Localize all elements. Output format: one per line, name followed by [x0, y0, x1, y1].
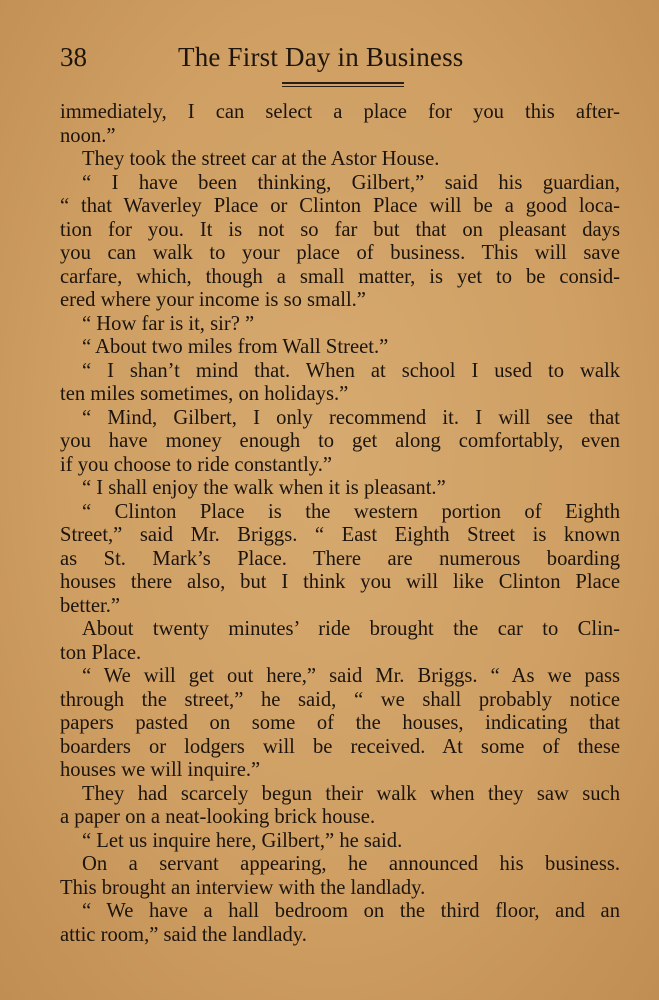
text-line: houses we will inquire.” [60, 759, 261, 781]
text-line: tion for you. It is not so far but that on pleasant days [60, 218, 620, 241]
page-number: 38 [60, 42, 87, 72]
text-line: “ Let us inquire here, Gilbert,” he said. [82, 829, 403, 852]
header-rule-thin [282, 86, 404, 87]
text-line: papers pasted on some of the houses, indicating that [60, 712, 620, 734]
text-line: “ How far is it, sir? ” [82, 312, 255, 335]
text-line: immediately, I can select a place for you this after- [60, 101, 620, 123]
text-line: Street,” said Mr. Briggs. “ East Eighth Street is known [60, 524, 620, 546]
text-line: “ Clinton Place is the western portion of Eighth [82, 500, 620, 523]
text-line: you can walk to your place of business. This will save [60, 242, 620, 264]
text-line: They took the street car at the Astor House. [82, 148, 440, 170]
text-line: “ I have been thinking, Gilbert,” said his guardian, [82, 171, 620, 194]
page-header [60, 40, 620, 80]
header-rule [282, 82, 404, 84]
text-line: “ About two miles from Wall Street.” [82, 336, 389, 358]
text-line: About twenty minutes’ ride brought the car to Clin- [82, 618, 620, 640]
text-line: a paper on a neat-looking brick house. [60, 806, 376, 828]
text-line: attic room,” said the landlady. [60, 923, 307, 946]
text-line: ten miles sometimes, on holidays.” [60, 383, 349, 405]
text-line: ton Place. [60, 641, 142, 664]
running-title: The First Day in Business [178, 42, 464, 72]
text-line: “ I shan’t mind that. When at school I used to walk [82, 359, 620, 382]
text-line: “ We have a hall bedroom on the third floor, and an [82, 900, 620, 922]
text-line: better.” [60, 594, 121, 617]
text-line: “ that Waverley Place or Clinton Place will be a good loca- [60, 195, 620, 217]
text-line: This brought an interview with the landlady. [60, 876, 426, 899]
body-text [60, 101, 620, 947]
text-line: “ Mind, Gilbert, I only recommend it. I will see that [82, 406, 620, 429]
text-line: noon.” [60, 124, 116, 147]
text-line: you have money enough to get along comfortably, even [60, 430, 620, 452]
text-line: On a servant appearing, he announced his business. [82, 853, 620, 875]
text-line: through the street,” he said, “ we shall probably notice [60, 688, 620, 711]
text-line: if you choose to ride constantly.” [60, 453, 333, 476]
text-line: carfare, which, though a small matter, is yet to be consid- [60, 265, 620, 288]
text-line: as St. Mark’s Place. There are numerous boarding [60, 547, 620, 570]
text-line: ered where your income is so small.” [60, 289, 366, 311]
text-line: “ I shall enjoy the walk when it is pleasant.” [82, 477, 446, 499]
text-line: houses there also, but I think you will like Clinton Place [60, 571, 620, 593]
text-line: “ We will get out here,” said Mr. Briggs. “ As we pass [82, 665, 620, 687]
text-line: They had scarcely begun their walk when they saw such [82, 782, 620, 805]
text-line: boarders or lodgers will be received. At some of these [60, 735, 620, 758]
